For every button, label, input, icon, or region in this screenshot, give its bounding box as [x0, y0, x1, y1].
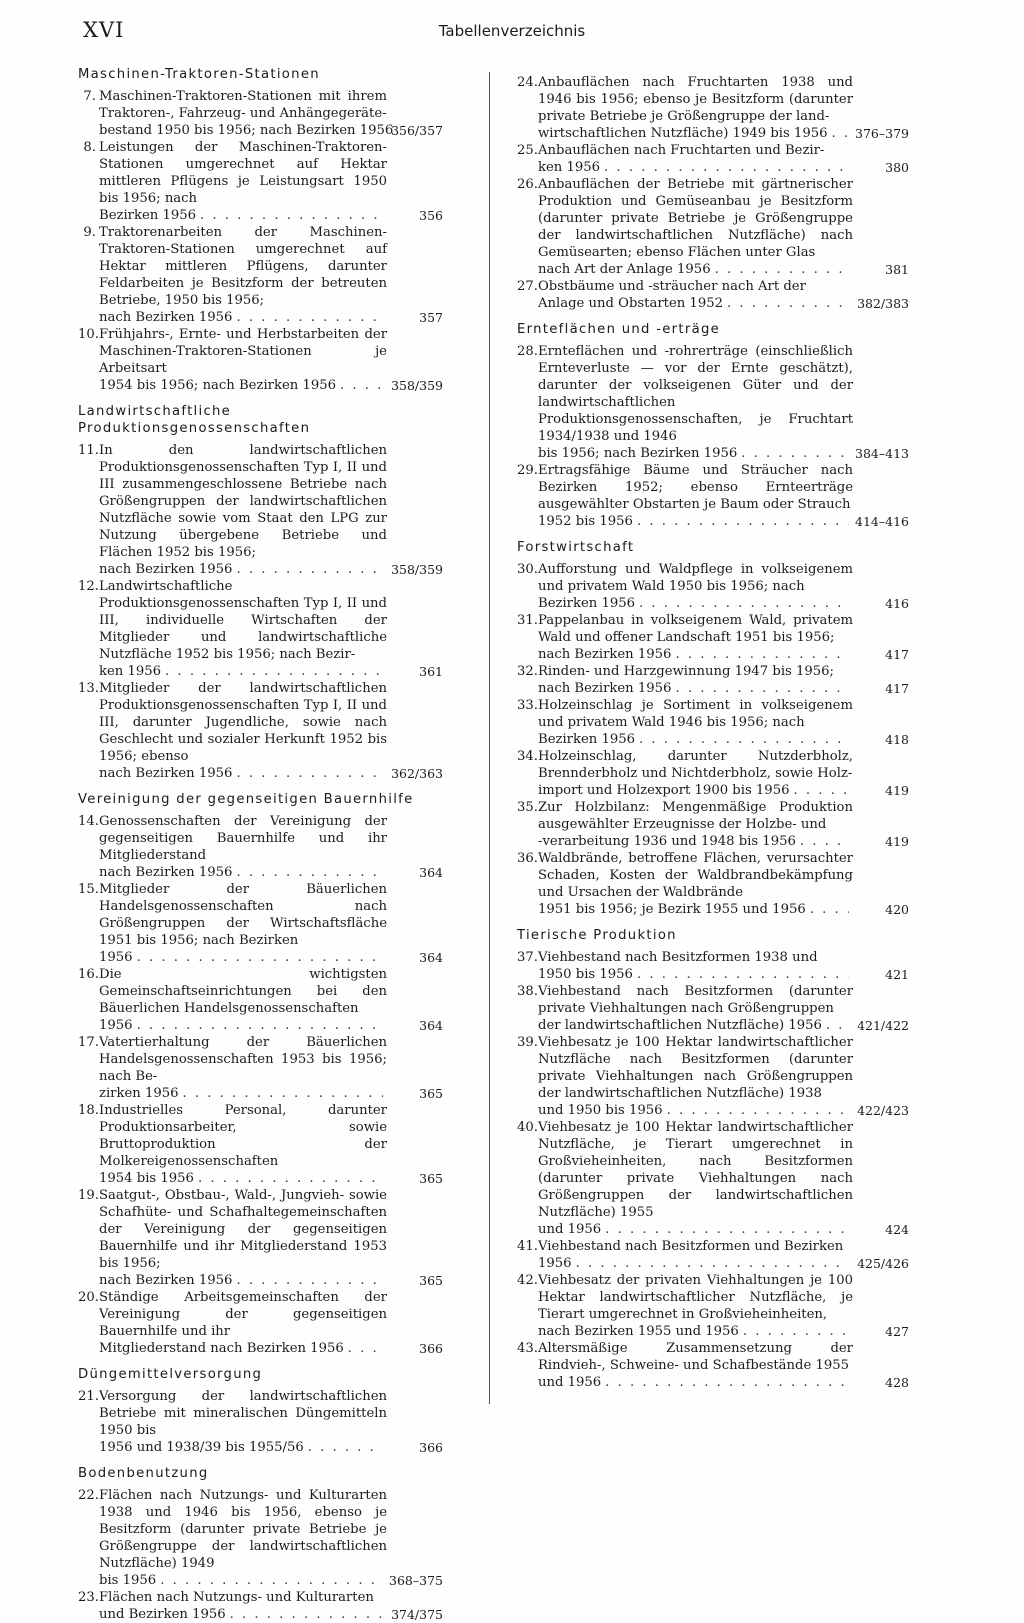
dot-leader: [160, 1572, 383, 1589]
entry-text-last-line: nach Bezirken 1956: [99, 1273, 233, 1288]
toc-entry[interactable]: [517, 1238, 909, 1272]
table-number: 38.: [517, 984, 538, 999]
dot-leader: [675, 646, 849, 663]
table-number: 34.: [517, 749, 538, 764]
toc-entry[interactable]: [517, 1340, 909, 1391]
dot-leader: [793, 782, 849, 799]
section-heading: Bodenbenutzung: [78, 1466, 209, 1481]
toc-entry[interactable]: [517, 748, 909, 799]
page-reference[interactable]: 421/422: [857, 1018, 909, 1033]
entry-text: Ernteflächen und -rohrerträge (einschließlich Ernteverluste — vor der Ernte geschätzt), darunter der volkseigenen Güter und der landwirtschaftlichen Produktionsgenossenschaften, je Fruchtart 1934/1938 und 1946: [538, 344, 853, 444]
entry-text: Anbauflächen nach Fruchtarten 1938 und 1946 bis 1956; ebenso je Besitzform (darunter private Betriebe je Größengruppe der land-: [538, 75, 853, 124]
toc-entry[interactable]: [78, 224, 443, 326]
entry-text-last-line: ken 1956: [538, 160, 601, 175]
entry-text-last-line: nach Bezirken 1956: [538, 681, 672, 696]
toc-entry[interactable]: [517, 1272, 909, 1340]
table-number: 18.: [78, 1103, 99, 1118]
table-number: 30.: [517, 562, 538, 577]
table-number: 32.: [517, 664, 538, 679]
toc-entry[interactable]: [78, 1487, 443, 1589]
page-reference[interactable]: 362/363: [391, 766, 443, 781]
section-heading: Landwirtschaftliche Produktionsgenossenschaften: [78, 404, 311, 436]
entry-text-last-line: Mitgliederstand nach Bezirken 1956: [99, 1341, 344, 1356]
page-reference[interactable]: 428: [885, 1375, 909, 1390]
toc-entry[interactable]: [517, 850, 909, 918]
entry-text: Genossenschaften der Vereinigung der gegenseitigen Bauernhilfe und ihr Mitgliederstand: [99, 814, 387, 863]
toc-entry[interactable]: [517, 697, 909, 748]
entry-text: Versorgung der landwirtschaftlichen Betriebe mit mineralischen Düngemitteln 1950 bis: [99, 1389, 387, 1438]
table-number: 8.: [83, 140, 96, 155]
entry-text: Holzeinschlag je Sortiment in volkseigenem und privatem Wald 1946 bis 1956; nach: [538, 698, 853, 730]
entry-text-last-line: nach Bezirken 1956: [99, 310, 233, 325]
entry-text-last-line: 1956: [99, 1018, 133, 1033]
toc-entry[interactable]: [78, 1589, 443, 1623]
entry-text: Viehbestand nach Besitzformen (darunter private Viehhaltungen nach Größengruppen: [538, 984, 853, 1016]
entry-text: Flächen nach Nutzungs- und Kulturarten: [99, 1590, 374, 1605]
entry-text-last-line: bis 1956; nach Bezirken 1956: [538, 446, 738, 461]
toc-entry[interactable]: [78, 88, 443, 139]
entry-text-last-line: 1950 bis 1956: [538, 967, 633, 982]
dot-leader: [137, 1017, 383, 1034]
page-reference[interactable]: 421: [885, 967, 909, 982]
table-number: 21.: [78, 1389, 99, 1404]
dot-leader: [236, 1272, 383, 1289]
dot-leader: [639, 731, 849, 748]
entry-text: Saatgut-, Obstbau-, Wald-, Jungvieh- sowie Schafhüte- und Schafhaltegemeinschaften der Vereinigung der gegenseitigen Bauernhilfe und ihr Mitgliederstand 1953 bis 1956;: [99, 1188, 387, 1271]
page-reference[interactable]: 356: [419, 208, 443, 223]
dot-leader: [236, 765, 383, 782]
page-reference[interactable]: 358/359: [391, 378, 443, 393]
entry-text: Mitglieder der Bäuerlichen Handelsgenossenschaften nach Größengruppen der Wirtschaftsfläche 1951 bis 1956; nach Bezirken: [99, 882, 387, 948]
page-reference[interactable]: 384–413: [855, 446, 909, 461]
page-number: XVI: [83, 18, 125, 42]
entry-text-last-line: nach Bezirken 1956: [538, 647, 672, 662]
toc-entry[interactable]: [517, 949, 909, 983]
page-reference[interactable]: 365: [419, 1086, 443, 1101]
entry-text-last-line: Bezirken 1956: [538, 596, 636, 611]
entry-text-last-line: 1956: [538, 1256, 572, 1271]
entry-text: Viehbestand nach Besitzformen 1938 und: [538, 950, 818, 965]
table-number: 15.: [78, 882, 99, 897]
table-number: 39.: [517, 1035, 538, 1050]
page-reference[interactable]: 366: [419, 1341, 443, 1356]
toc-entry[interactable]: [517, 142, 909, 176]
page-reference[interactable]: 381: [885, 262, 909, 277]
page-reference[interactable]: 364: [419, 1018, 443, 1033]
toc-entry[interactable]: [78, 1187, 443, 1289]
table-number: 22.: [78, 1488, 99, 1503]
dot-leader: [637, 966, 849, 983]
page-reference[interactable]: 417: [885, 681, 909, 696]
toc-entry[interactable]: [517, 343, 909, 462]
page-reference[interactable]: 418: [885, 732, 909, 747]
dot-leader: [675, 680, 849, 697]
dot-leader: [667, 1102, 849, 1119]
table-number: 27.: [517, 279, 538, 294]
section-heading: Forstwirtschaft: [517, 540, 635, 555]
toc-entry[interactable]: [517, 462, 909, 530]
entry-text: Holzeinschlag, darunter Nutzderbholz, Brennderbholz und Nichtderbholz, sowie Holz-: [538, 749, 853, 781]
entry-text-last-line: nach Bezirken 1955 und 1956: [538, 1324, 739, 1339]
entry-text-last-line: nach Bezirken 1956: [99, 865, 233, 880]
entry-text-last-line: 1956: [99, 950, 133, 965]
toc-entry[interactable]: [517, 278, 909, 312]
dot-leader: [165, 663, 383, 680]
entry-text-last-line: Bezirken 1956: [538, 732, 636, 747]
entry-text: Ertragsfähige Bäume und Sträucher nach Bezirken 1952; ebenso Ernteerträge ausgewählter Obstarten je Baum oder Strauch: [538, 463, 853, 512]
toc-entry[interactable]: [78, 326, 443, 394]
entry-text: Waldbrände, betroffene Flächen, verursachter Schaden, Kosten der Waldbrandbekämpfung und Ursachen der Waldbrände: [538, 851, 853, 900]
entry-text: Rinden- und Harzgewinnung 1947 bis 1956;: [538, 664, 834, 679]
table-number: 17.: [78, 1035, 99, 1050]
entry-text: Viehbesatz je 100 Hektar landwirtschaftlicher Nutzfläche, je Tierart umgerechnet in Großvieheinheiten, nach Besitzformen (darunter private Viehhaltungen nach Größengruppen der landwirtschaftlichen Nutzfläche) 1955: [538, 1120, 853, 1220]
toc-entry[interactable]: [517, 983, 909, 1034]
entry-text-last-line: bis 1956: [99, 1573, 157, 1588]
dot-leader: [832, 125, 850, 142]
dot-leader: [715, 261, 849, 278]
table-number: 41.: [517, 1239, 538, 1254]
page-reference[interactable]: 424: [885, 1222, 909, 1237]
entry-text-last-line: 1951 bis 1956; je Bezirk 1955 und 1956: [538, 902, 806, 917]
table-number: 19.: [78, 1188, 99, 1203]
table-number: 37.: [517, 950, 538, 965]
entry-text: Ständige Arbeitsgemeinschaften der Vereinigung der gegenseitigen Bauernhilfe und ihr: [99, 1290, 387, 1339]
entry-text-last-line: 1952 bis 1956: [538, 514, 633, 529]
toc-entry[interactable]: [517, 663, 909, 697]
toc-entry[interactable]: [517, 1119, 909, 1238]
dot-leader: [576, 1255, 849, 1272]
toc-entry[interactable]: [78, 1289, 443, 1357]
entry-text: Obstbäume und -sträucher nach Art der: [538, 279, 806, 294]
table-number: 14.: [78, 814, 99, 829]
page-reference[interactable]: 380: [885, 160, 909, 175]
toc-entry[interactable]: [517, 176, 909, 278]
entry-text-last-line: nach Bezirken 1956: [99, 562, 233, 577]
page-reference[interactable]: 361: [419, 664, 443, 679]
dot-leader: [605, 1221, 849, 1238]
entry-text: Zur Holzbilanz: Mengenmäßige Produktion ausgewählter Erzeugnisse der Holzbe- und: [538, 800, 853, 832]
entry-text-last-line: nach Bezirken 1956: [99, 766, 233, 781]
toc-entry[interactable]: [78, 966, 443, 1034]
dot-leader: [198, 1170, 383, 1187]
entry-text: Anbauflächen der Betriebe mit gärtnerischer Produktion und Gemüseanbau je Besitzform (darunter private Betriebe je Größengruppe der landwirtschaftlichen Nutzfläche) nach Gemüsearten; ebenso Flächen unter Glas: [538, 177, 853, 260]
entry-text: Mitglieder der landwirtschaftlichen Produktionsgenossenschaften Typ I, II und III, darunter Jugendliche, sowie nach Geschlecht und sozialer Herkunft 1952 bis 1956; ebenso: [99, 681, 387, 764]
page-reference[interactable]: 416: [885, 596, 909, 611]
toc-column-left: [78, 66, 443, 1623]
toc-entry[interactable]: [517, 799, 909, 850]
dot-leader: [810, 901, 849, 918]
toc-entry[interactable]: [517, 561, 909, 612]
entry-text: Vatertierhaltung der Bäuerlichen Handelsgenossenschaften 1953 bis 1956; nach Be-: [99, 1035, 387, 1084]
entry-text: Anbauflächen nach Fruchtarten und Bezir-: [538, 143, 825, 158]
dot-leader: [639, 595, 849, 612]
toc-column-right: [517, 74, 909, 1391]
dot-leader: [727, 295, 849, 312]
entry-text-last-line: zirken 1956: [99, 1086, 179, 1101]
entry-text-last-line: Anlage und Obstarten 1952: [538, 296, 723, 311]
section-heading: Vereinigung der gegenseitigen Bauernhilfe: [78, 792, 414, 807]
toc-entry[interactable]: [78, 1102, 443, 1187]
table-number: 12.: [78, 579, 99, 594]
dot-leader: [236, 309, 383, 326]
table-number: 11.: [78, 443, 99, 458]
dot-leader: [741, 445, 849, 462]
table-number: 24.: [517, 75, 538, 90]
dot-leader: [604, 159, 849, 176]
page-reference[interactable]: 427: [885, 1324, 909, 1339]
entry-text-last-line: wirtschaftlichen Nutzfläche) 1949 bis 1956: [538, 126, 828, 141]
dot-leader: [800, 833, 849, 850]
table-number: 25.: [517, 143, 538, 158]
page-reference[interactable]: 368–375: [389, 1573, 443, 1588]
entry-text-last-line: 1954 bis 1956; nach Bezirken 1956: [99, 378, 337, 393]
entry-text: Viehbestand nach Besitzformen und Bezirken: [538, 1239, 844, 1254]
toc-entry[interactable]: [78, 881, 443, 966]
dot-leader: [340, 377, 383, 394]
entry-text: Landwirtschaftliche Produktionsgenossenschaften Typ I, II und III, individuelle Wirtschaften der Mitglieder und landwirtschaftliche Nutzfläche 1952 bis 1956; nach Bezir-: [99, 579, 387, 662]
entry-text-last-line: der landwirtschaftlichen Nutzfläche) 1956: [538, 1018, 822, 1033]
entry-text: Pappelanbau in volkseigenem Wald, privatem Wald und offener Landschaft 1951 bis 1956;: [538, 613, 853, 645]
entry-text-last-line: import und Holzexport 1900 bis 1956: [538, 783, 790, 798]
dot-leader: [137, 949, 383, 966]
entry-text: Aufforstung und Waldpflege in volkseigenem und privatem Wald 1950 bis 1956; nach: [538, 562, 853, 594]
table-number: 10.: [78, 327, 99, 342]
page-reference[interactable]: 419: [885, 834, 909, 849]
entry-text: Die wichtigsten Gemeinschaftseinrichtungen bei den Bäuerlichen Handelsgenossenschaften: [99, 967, 387, 1016]
entry-text-last-line: und 1950 bis 1956: [538, 1103, 663, 1118]
table-number: 31.: [517, 613, 538, 628]
entry-text: Viehbesatz je 100 Hektar landwirtschaftlicher Nutzfläche nach Besitzformen (darunter private Viehhaltungen nach Größengruppen der landwirtschaftlichen Nutzfläche) 1938: [538, 1035, 853, 1101]
entry-text: Altersmäßige Zusammensetzung der Rindvieh-, Schweine- und Schafbestände 1955: [538, 1341, 853, 1373]
dot-leader: [230, 1606, 383, 1623]
page-reference[interactable]: 364: [419, 865, 443, 880]
section-heading: Ernteflächen und -erträge: [517, 322, 721, 337]
entry-text-last-line: ken 1956: [99, 664, 162, 679]
table-number: 43.: [517, 1341, 538, 1356]
entry-text-last-line: 1956 und 1938/39 bis 1955/56: [99, 1440, 304, 1455]
toc-entry[interactable]: [78, 139, 443, 224]
entry-text: Viehbesatz der privaten Viehhaltungen je 100 Hektar landwirtschaftlicher Nutzfläche, je Tierart umgerechnet in Großvieheinheiten,: [538, 1273, 853, 1322]
toc-entry[interactable]: [78, 1034, 443, 1102]
table-number: 23.: [78, 1590, 99, 1605]
toc-entry[interactable]: [78, 813, 443, 881]
dot-leader: [236, 561, 383, 578]
section-heading: Maschinen-Traktoren-Stationen: [78, 67, 320, 82]
toc-entry[interactable]: [78, 578, 443, 680]
table-number: 33.: [517, 698, 538, 713]
entry-text-last-line: und 1956: [538, 1222, 602, 1237]
table-number: 42.: [517, 1273, 538, 1288]
page-reference[interactable]: 420: [885, 902, 909, 917]
entry-text-last-line: Bezirken 1956: [99, 208, 197, 223]
column-divider: [489, 72, 490, 1404]
dot-leader: [605, 1374, 849, 1391]
section-heading: Tierische Produktion: [517, 928, 677, 943]
table-number: 7.: [83, 89, 96, 104]
table-number: 40.: [517, 1120, 538, 1135]
dot-leader: [826, 1017, 849, 1034]
page-reference[interactable]: 365: [419, 1273, 443, 1288]
entry-text-last-line: bestand 1950 bis 1956; nach Bezirken 1956: [99, 123, 394, 138]
entry-text: Maschinen-Traktoren-Stationen mit ihrem Traktoren-, Fahrzeug- und Anhängegeräte-: [99, 89, 387, 121]
entry-text-last-line: und 1956: [538, 1375, 602, 1390]
table-number: 9.: [83, 225, 96, 240]
page-title: Tabellenverzeichnis: [438, 22, 586, 40]
table-number: 29.: [517, 463, 538, 478]
page-reference[interactable]: 422/423: [857, 1103, 909, 1118]
table-number: 20.: [78, 1290, 99, 1305]
toc-entry[interactable]: [517, 74, 909, 142]
page-reference[interactable]: 374/375: [391, 1607, 443, 1622]
entry-text-last-line: 1954 bis 1956: [99, 1171, 194, 1186]
section-heading: Düngemittelversorgung: [78, 1367, 263, 1382]
page-reference[interactable]: 376–379: [855, 126, 909, 141]
table-number: 28.: [517, 344, 538, 359]
page-reference[interactable]: 364: [419, 950, 443, 965]
entry-text: Industrielles Personal, darunter Produktionsarbeiter, sowie Bruttoproduktion der Molkereigenossenschaften: [99, 1103, 387, 1169]
toc-entry[interactable]: [517, 612, 909, 663]
page-reference[interactable]: 365: [419, 1171, 443, 1186]
dot-leader: [348, 1340, 383, 1357]
table-number: 35.: [517, 800, 538, 815]
dot-leader: [637, 513, 849, 530]
table-number: 26.: [517, 177, 538, 192]
page-reference[interactable]: 417: [885, 647, 909, 662]
toc-entry[interactable]: [78, 680, 443, 782]
page-reference[interactable]: 356/357: [391, 123, 443, 138]
entry-text: Frühjahrs-, Ernte- und Herbstarbeiten der Maschinen-Traktoren-Stationen je Arbeitsart: [99, 327, 387, 376]
entry-text-last-line: nach Art der Anlage 1956: [538, 262, 711, 277]
table-number: 13.: [78, 681, 99, 696]
page-reference[interactable]: 358/359: [391, 562, 443, 577]
table-number: 16.: [78, 967, 99, 982]
entry-text-last-line: und Bezirken 1956: [99, 1607, 226, 1622]
page-reference[interactable]: 414–416: [855, 514, 909, 529]
toc-entry[interactable]: [78, 442, 443, 578]
page-reference[interactable]: 419: [885, 783, 909, 798]
entry-text-last-line: -verarbeitung 1936 und 1948 bis 1956: [538, 834, 796, 849]
toc-entry[interactable]: [78, 1388, 443, 1456]
table-number: 36.: [517, 851, 538, 866]
entry-text: Leistungen der Maschinen-Traktoren-Stationen umgerechnet auf Hektar mittleren Pflügens je Leistungsart 1950 bis 1956; nach: [99, 140, 387, 206]
dot-leader: [236, 864, 383, 881]
dot-leader: [200, 207, 383, 224]
page-reference[interactable]: 382/383: [857, 296, 909, 311]
entry-text: Traktorenarbeiten der Maschinen-Traktoren-Stationen umgerechnet auf Hektar mittleren Pflügens, darunter Feldarbeiten je Besitzform der betreuten Betriebe, 1950 bis 1956;: [99, 225, 387, 308]
entry-text: Flächen nach Nutzungs- und Kulturarten 1938 und 1946 bis 1956, ebenso je Besitzform (darunter private Betriebe je Größengruppe der landwirtschaftlichen Nutzfläche) 1949: [99, 1488, 387, 1571]
entry-text: In den landwirtschaftlichen Produktionsgenossenschaften Typ I, II und III zusammengeschlossene Betriebe nach Größengruppen der landwirtschaftlichen Nutzfläche sowie vom Staat den LPG zur Nutzung übergebene Betriebe und Flächen 1952 bis 1956;: [99, 443, 387, 560]
toc-entry[interactable]: [517, 1034, 909, 1119]
dot-leader: [183, 1085, 383, 1102]
page-reference[interactable]: 366: [419, 1440, 443, 1455]
dot-leader: [743, 1323, 849, 1340]
page-reference[interactable]: 357: [419, 310, 443, 325]
page-reference[interactable]: 425/426: [857, 1256, 909, 1271]
